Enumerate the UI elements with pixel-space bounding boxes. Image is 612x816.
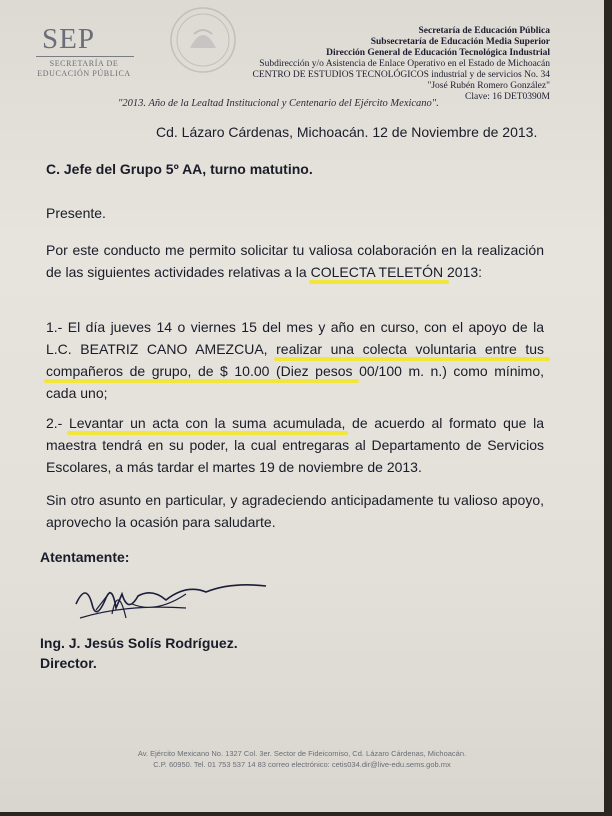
highlighted-text: compañeros de grupo, de $ 10.00 (Diez pesos: [46, 363, 353, 379]
letterhead-block: [220, 26, 550, 103]
highlighted-text: Levantar un acta con la suma acumulada: [68, 415, 342, 431]
sep-logo-subtitle-2: EDUCACIÓN PÚBLICA: [37, 69, 131, 78]
letterhead-line: Subsecretaría de Educación Media Superior: [370, 37, 550, 47]
date-line: Cd. Lázaro Cárdenas, Michoacán. 12 de Noviembre de 2013.: [156, 124, 538, 140]
greeting: Presente.: [46, 205, 106, 221]
paragraph-closing: Sin otro asunto en particular, y agradeciendo anticipadamente tu valioso apoyo, aprovecho la ocasión para saludarte.: [46, 492, 544, 530]
text: Por este conducto me permito solicitar tu valiosa colaboración en la realización de las siguientes actividades relativas a la: [46, 242, 544, 280]
text: 00/100 m. n.) como mínimo, cada uno;: [46, 363, 544, 401]
footer-contact: C.P. 60950. Tel. 01 753 537 14 83 correo electrónico: cetis034.dir@live-edu.sems.gob.mx: [153, 760, 451, 769]
year-motto: "2013. Año de la Lealtad Institucional y Centenario del Ejército Mexicano".: [118, 98, 439, 109]
signer-title: Director.: [40, 655, 97, 671]
text: 1.- El día jueves 14 o viernes 15 del mes y año en curso, con el apoyo de la L.C. BEATRIZ CANO AMEZCUA,: [46, 319, 544, 357]
footer-address: Av. Ejército Mexicano No. 1327 Col. 3er. Sector de Fideicomiso, Cd. Lázaro Cárdenas, Michoacán.: [137, 749, 467, 758]
highlighted-text: realizar una colecta voluntaria entre tus: [276, 341, 545, 357]
signer-block: [40, 633, 238, 673]
letterhead-line: Secretaría de Educación Pública: [418, 26, 550, 36]
letterhead-line: Subdirección y/o Asistencia de Enlace Operativo en el Estado de Michoacán: [259, 59, 550, 69]
footer: [0, 748, 604, 770]
recipient: C. Jefe del Grupo 5º AA, turno matutino.: [46, 161, 313, 177]
handwritten-signature: [66, 574, 276, 638]
paragraph-item-1: [46, 316, 544, 404]
paragraph-item-2: [46, 412, 544, 478]
letterhead-line: "José Rubén Romero González": [427, 81, 550, 91]
closing-salutation: Atentamente:: [40, 549, 130, 565]
sep-logo-subtitle-1: SECRETARÍA DE: [49, 59, 119, 68]
signer-name: Ing. J. Jesús Solís Rodríguez.: [40, 635, 238, 651]
letterhead-line: Dirección General de Educación Tecnológica Industrial: [326, 48, 550, 58]
letterhead-line: CENTRO DE ESTUDIOS TECNOLÓGICOS industrial y de servicios No. 34: [252, 70, 550, 80]
sep-logo-word: SEP: [42, 23, 95, 55]
paragraph-request: [46, 239, 544, 283]
sep-logo: [30, 24, 130, 79]
sep-logo-rule: [36, 56, 134, 57]
text: , de acuerdo al formato que la maestra tendrá en su poder, la cual entregaras al Departamento de Servicios Escolares, a más tardar el martes 19 de noviembre de 2013.: [46, 415, 544, 475]
highlighted-text: COLECTA TELETÓN: [310, 264, 444, 280]
text: 2.-: [46, 415, 69, 431]
text: 2013:: [443, 264, 483, 280]
letterhead-line: Clave: 16 DET0390M: [465, 92, 550, 102]
